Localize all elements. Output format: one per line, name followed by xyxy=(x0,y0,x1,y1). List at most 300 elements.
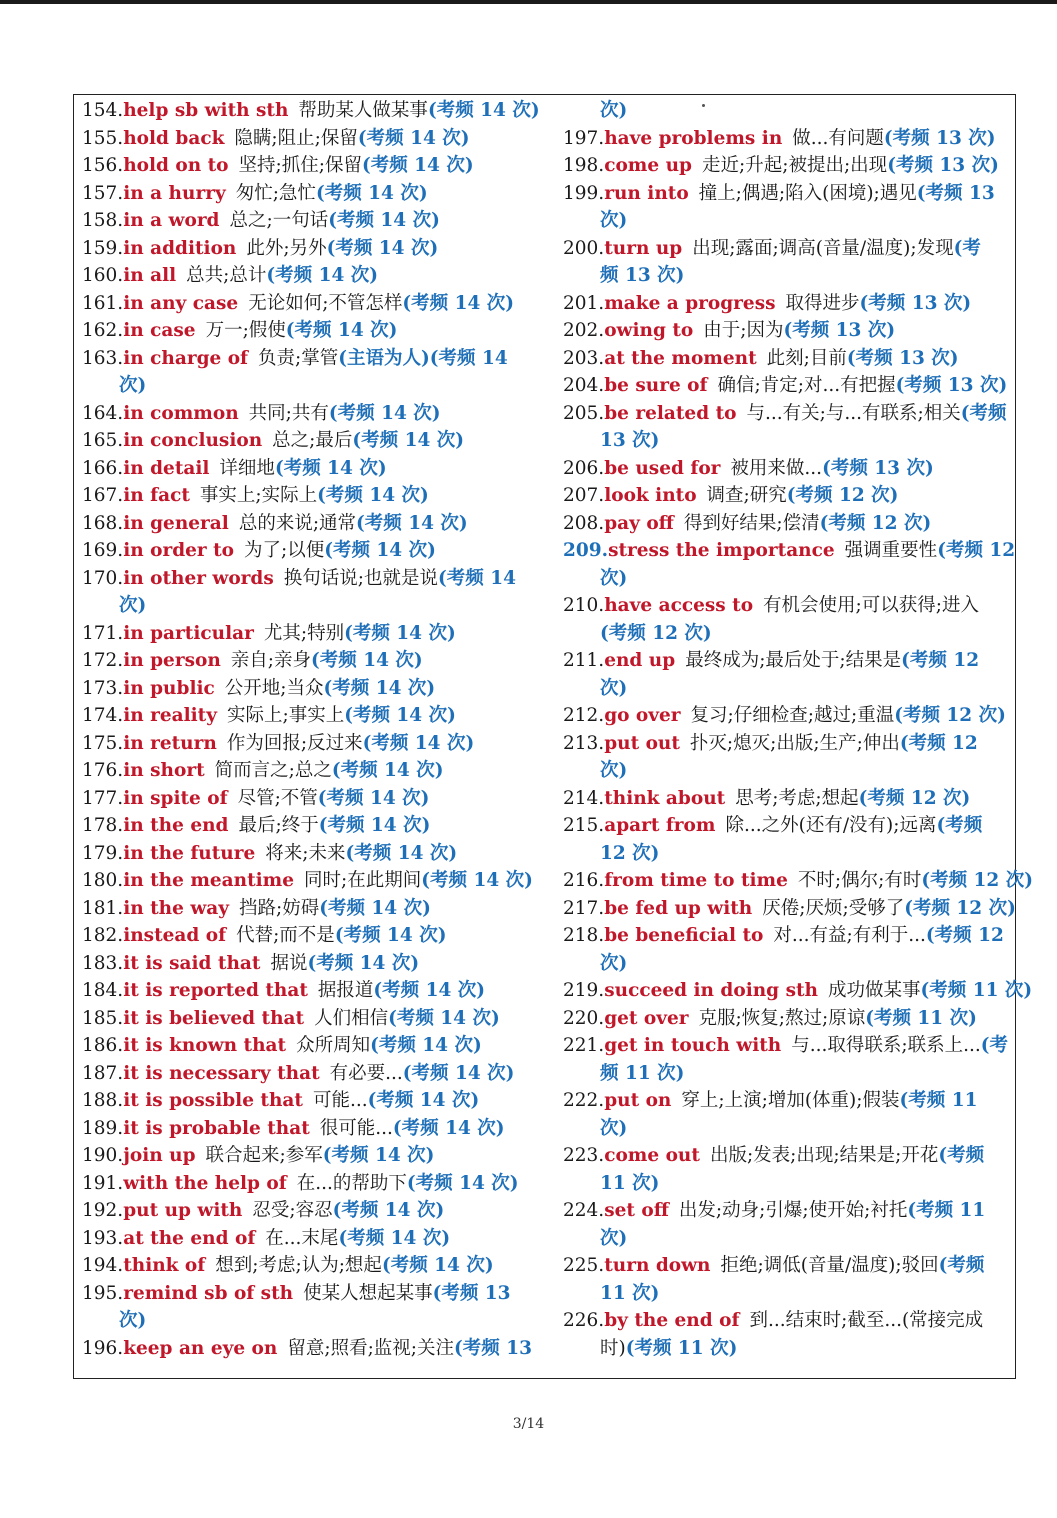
phrase-entry xyxy=(82,1142,532,1170)
phrase-text: be used for xyxy=(604,457,721,479)
meaning-text: 想到;考虑;认为;想起 xyxy=(215,1255,382,1276)
entry-number: 198. xyxy=(563,155,605,176)
entry-number: 175. xyxy=(82,732,124,754)
entry-number: 217. xyxy=(563,897,605,919)
entry-number: 196. xyxy=(82,1337,124,1359)
entry-number: 207. xyxy=(563,485,605,506)
entry-number: 212. xyxy=(563,705,605,726)
meaning-text: 厌倦;厌烦;受够了 xyxy=(762,897,905,919)
entry-continuation xyxy=(563,950,1011,978)
meaning-text: 隐瞒;阻止;保留 xyxy=(234,127,358,149)
frequency-text: (考频 14 次) xyxy=(388,1007,500,1029)
phrase-text: have access to xyxy=(604,595,754,616)
frequency-text: (考频 14 次) xyxy=(307,952,420,974)
phrase-text: in a word xyxy=(123,210,220,231)
phrase-entry xyxy=(82,977,532,1005)
entry-number: 159. xyxy=(82,237,124,259)
frequency-text: (考频 xyxy=(938,1255,985,1276)
phrase-text: in the end xyxy=(123,815,229,836)
phrase-text: in the meantime xyxy=(123,870,295,891)
frequency-text: 次) xyxy=(600,1117,628,1139)
frequency-text: (考频 14 次) xyxy=(322,1145,435,1166)
entry-number: 211. xyxy=(563,650,605,671)
frequency-text: (考频 12 次) xyxy=(819,512,932,534)
frequency-text: (考频 14 次) xyxy=(326,237,439,259)
meaning-text: 总共;总计 xyxy=(186,265,267,286)
frequency-text: (考频 14 次) xyxy=(356,512,468,534)
phrase-text: come out xyxy=(604,1145,700,1166)
meaning-text: 成功做某事 xyxy=(827,980,921,1001)
phrase-text: in fact xyxy=(123,485,190,506)
frequency-text: (考频 14 xyxy=(438,567,516,589)
frequency-text: (考频 11 次) xyxy=(920,980,1033,1001)
phrase-text: it is known that xyxy=(123,1035,287,1056)
frequency-text: (考频 14 次) xyxy=(274,457,387,479)
phrase-text: owing to xyxy=(604,320,694,341)
meaning-text: 确信;肯定;对...有把握 xyxy=(717,375,896,396)
meaning-text: 详细地 xyxy=(219,457,275,479)
phrase-entry xyxy=(563,1252,1011,1280)
entry-number: 203. xyxy=(563,347,605,369)
frequency-text: (考频 xyxy=(960,402,1007,424)
meaning-text: 坚持;抓住;保留 xyxy=(238,155,362,176)
phrase-text: in reality xyxy=(123,705,217,726)
meaning-text: 思考;考虑;想起 xyxy=(735,787,859,809)
entry-number: 161. xyxy=(82,292,124,314)
entry-number: 155. xyxy=(82,127,124,149)
phrase-text: in all xyxy=(123,265,177,286)
meaning-text: 复习;仔细检查;越过;重温 xyxy=(690,705,895,726)
entry-number: 169. xyxy=(82,540,124,561)
entry-continuation xyxy=(563,207,1011,235)
entry-number: 179. xyxy=(82,842,124,864)
entry-continuation xyxy=(563,1115,1011,1143)
phrase-entry xyxy=(563,455,1011,483)
frequency-text: (考频 14 次) xyxy=(381,1255,494,1276)
phrase-text: be related to xyxy=(604,402,737,424)
frequency-text: (考频 14 次) xyxy=(421,870,533,891)
frequency-text: (考频 14 次) xyxy=(323,677,436,699)
entry-number: 202. xyxy=(563,320,605,341)
left-column xyxy=(82,97,540,1362)
frequency-text: (考频 11 次) xyxy=(625,1337,738,1359)
phrase-text: from time to time xyxy=(604,870,788,891)
frequency-text: (考频 14 次) xyxy=(332,1200,445,1221)
phrase-entry xyxy=(563,400,1011,428)
entry-number: 165. xyxy=(82,430,124,451)
frequency-text: (考 xyxy=(980,1035,1009,1056)
meaning-text: 万一;假使 xyxy=(205,320,286,341)
phrase-entry xyxy=(82,510,532,538)
frequency-text: (考 xyxy=(953,237,981,259)
phrase-text: it is believed that xyxy=(123,1007,305,1029)
phrase-text: in detail xyxy=(123,457,210,479)
meaning-text: 与...取得联系;联系上... xyxy=(791,1035,981,1056)
meaning-text: 与...有关;与...有联系;相关 xyxy=(746,402,961,424)
entry-number: 199. xyxy=(563,182,605,204)
frequency-text: 次) xyxy=(600,567,628,589)
phrase-entry xyxy=(82,840,532,868)
frequency-text: (考频 xyxy=(938,1145,985,1166)
frequency-text: 次) xyxy=(600,210,628,231)
entry-number: 221. xyxy=(563,1035,605,1056)
meaning-text: 对...有益;有利于... xyxy=(773,925,926,946)
meaning-text: 有必要... xyxy=(329,1062,403,1084)
entry-continuation xyxy=(563,840,1011,868)
meaning-text: 联合起来;参军 xyxy=(205,1145,323,1166)
meaning-text: 在...末尾 xyxy=(265,1227,339,1249)
phrase-text: in general xyxy=(123,512,229,534)
entry-number: 204. xyxy=(563,375,605,396)
entry-number: 193. xyxy=(82,1227,124,1249)
meaning-text: 扑灭;熄灭;出版;生产;伸出 xyxy=(689,732,900,754)
frequency-text: (考频 14 次) xyxy=(357,127,470,149)
entry-number: 223. xyxy=(563,1145,605,1166)
entry-number: 219. xyxy=(563,980,605,1001)
phrase-text: stress the importance xyxy=(608,540,835,561)
phrase-entry xyxy=(563,785,1011,813)
phrase-text: by the end of xyxy=(604,1310,740,1331)
entry-number: 176. xyxy=(82,760,124,781)
phrase-entry xyxy=(563,1005,1011,1033)
phrase-entry xyxy=(82,317,532,345)
frequency-text: 次) xyxy=(119,1310,147,1331)
phrase-text: think about xyxy=(604,787,726,809)
entry-number: 157. xyxy=(82,182,124,204)
frequency-text: (考频 14 次) xyxy=(319,897,431,919)
frequency-text: 11 次) xyxy=(600,1282,660,1304)
entry-continuation xyxy=(563,1280,1011,1308)
entry-number: 224. xyxy=(563,1200,605,1221)
entry-number: 164. xyxy=(82,402,124,424)
meaning-text: 很可能... xyxy=(319,1117,393,1139)
phrase-text: it is possible that xyxy=(123,1090,303,1111)
meaning-text: 得到好结果;偿清 xyxy=(683,512,820,534)
frequency-text: 次) xyxy=(119,375,147,396)
meaning-text: 做...有问题 xyxy=(792,127,884,149)
frequency-text: (考频 14 次) xyxy=(345,842,458,864)
frequency-text: 次) xyxy=(119,595,147,616)
meaning-continuation: 时) xyxy=(600,1337,626,1359)
meaning-text: 使某人想起某事 xyxy=(303,1282,433,1304)
entry-continuation xyxy=(563,1335,1011,1363)
meaning-text: 出现;露面;调高(音量/温度);发现 xyxy=(692,237,954,259)
phrase-entry xyxy=(82,1115,532,1143)
frequency-text: (考频 13 次) xyxy=(783,320,896,341)
phrase-entry xyxy=(82,207,532,235)
phrase-text: in other words xyxy=(123,567,274,589)
phrase-text: get in touch with xyxy=(604,1035,782,1056)
meaning-text: 作为回报;反过来 xyxy=(226,732,363,754)
phrase-entry xyxy=(82,290,532,318)
phrase-text: make a progress xyxy=(604,292,776,314)
entry-number: 177. xyxy=(82,787,124,809)
phrase-text: in the way xyxy=(123,897,229,919)
frequency-text: (考频 12 xyxy=(899,732,978,754)
phrase-text: be beneficial to xyxy=(604,925,764,946)
frequency-text: (考频 11 xyxy=(899,1090,978,1111)
entry-continuation xyxy=(563,620,1011,648)
meaning-text: 据报道 xyxy=(317,980,374,1001)
phrase-text: come up xyxy=(604,155,692,176)
phrase-entry xyxy=(82,235,532,263)
phrase-entry xyxy=(82,730,532,758)
entry-number: 182. xyxy=(82,925,124,946)
entry-number: 220. xyxy=(563,1007,605,1029)
phrase-text: succeed in doing sth xyxy=(604,980,818,1001)
frequency-text: (考频 14 次) xyxy=(427,100,540,121)
frequency-text: (考频 13 次) xyxy=(859,292,972,314)
frequency-text: (考频 14 次) xyxy=(370,1035,482,1056)
entry-continuation xyxy=(82,1307,532,1335)
frequency-text: (考频 14 次) xyxy=(324,540,436,561)
entry-number: 185. xyxy=(82,1007,124,1029)
entry-number: 187. xyxy=(82,1062,124,1084)
entry-number: 186. xyxy=(82,1035,124,1056)
phrase-entry xyxy=(82,1252,532,1280)
phrase-entry xyxy=(82,922,532,950)
meaning-text: 拒绝;调低(音量/温度);驳回 xyxy=(720,1255,939,1276)
frequency-text: (考频 11 xyxy=(907,1200,986,1221)
phrase-text: turn up xyxy=(604,237,683,259)
frequency-text: (考频 14 次) xyxy=(402,292,515,314)
phrase-text: have problems in xyxy=(604,127,783,149)
entry-number: 192. xyxy=(82,1200,124,1221)
entry-number: 225. xyxy=(563,1255,605,1276)
frequency-text: 频 11 次) xyxy=(600,1062,685,1084)
phrase-text: in conclusion xyxy=(123,430,263,451)
phrase-text: look into xyxy=(604,485,697,506)
phrase-text: be fed up with xyxy=(604,897,753,919)
meaning-text: 据说 xyxy=(270,952,308,974)
phrase-text: run into xyxy=(604,182,689,204)
phrase-entry xyxy=(563,922,1011,950)
entry-continuation xyxy=(563,262,1011,290)
frequency-text: (考频 14 次) xyxy=(373,980,486,1001)
meaning-text: 在...的帮助下 xyxy=(296,1172,407,1194)
entry-number: 166. xyxy=(82,457,124,479)
phrase-text: go over xyxy=(604,705,681,726)
entry-number: 214. xyxy=(563,787,605,809)
entry-number: 213. xyxy=(563,732,605,754)
phrase-entry xyxy=(82,757,532,785)
phrase-entry xyxy=(82,950,532,978)
phrase-text: in public xyxy=(123,677,215,699)
frequency-text: (主语为人)(考频 14 xyxy=(338,347,508,369)
frequency-text: (考频 14 次) xyxy=(352,430,465,451)
phrase-text: with the help of xyxy=(123,1172,287,1194)
phrase-entry xyxy=(82,482,532,510)
phrase-entry xyxy=(82,180,532,208)
phrase-text: set off xyxy=(604,1200,669,1221)
entry-continuation xyxy=(563,1225,1011,1253)
entry-number: 180. xyxy=(82,870,124,891)
frequency-text: (考频 14 次) xyxy=(361,155,474,176)
frequency-text: 次) xyxy=(600,1227,628,1249)
phrase-entry xyxy=(82,1197,532,1225)
phrase-text: in charge of xyxy=(123,347,249,369)
entry-continuation xyxy=(563,97,1011,125)
meaning-text: 众所周知 xyxy=(296,1035,371,1056)
entry-number: 190. xyxy=(82,1145,124,1166)
entry-number: 215. xyxy=(563,815,605,836)
frequency-text: 次) xyxy=(600,760,628,781)
meaning-text: 出版;发表;出现;结果是;开花 xyxy=(709,1145,939,1166)
entry-number: 173. xyxy=(82,677,124,699)
entry-number: 210. xyxy=(563,595,605,616)
phrase-entry xyxy=(82,537,532,565)
frequency-text: (考频 13 次) xyxy=(887,155,999,176)
phrase-entry xyxy=(82,125,532,153)
entry-number: 178. xyxy=(82,815,124,836)
phrase-text: put up with xyxy=(123,1200,243,1221)
meaning-text: 留意;照看;监视;关注 xyxy=(287,1337,455,1359)
phrase-text: turn down xyxy=(604,1255,711,1276)
frequency-text: (考频 12 次) xyxy=(786,485,899,506)
meaning-text: 忍受;容忍 xyxy=(252,1200,333,1221)
frequency-text: (考频 11 次) xyxy=(865,1007,977,1029)
meaning-text: 此外;另外 xyxy=(246,237,327,259)
phrase-entry xyxy=(82,785,532,813)
entry-number: 171. xyxy=(82,622,124,644)
meaning-text: 克服;恢复;熬过;原谅 xyxy=(698,1007,866,1029)
phrase-text: help sb with sth xyxy=(123,100,289,121)
phrase-text: it is reported that xyxy=(123,980,308,1001)
entry-number: 188. xyxy=(82,1090,124,1111)
phrase-text: in particular xyxy=(123,622,254,644)
frequency-text: 12 次) xyxy=(600,842,660,864)
phrase-entry xyxy=(563,1142,1011,1170)
entry-number: 158. xyxy=(82,210,124,231)
meaning-text: 调查;研究 xyxy=(706,485,787,506)
frequency-text: 次) xyxy=(600,677,628,699)
phrase-text: put on xyxy=(604,1090,672,1111)
entry-number: 206. xyxy=(563,457,605,479)
entry-continuation xyxy=(563,675,1011,703)
meaning-text: 事实上;实际上 xyxy=(199,485,318,506)
entry-number: 162. xyxy=(82,320,124,341)
meaning-text: 挡路;妨碍 xyxy=(239,897,320,919)
phrase-entry xyxy=(563,235,1011,263)
phrase-text: get over xyxy=(604,1007,689,1029)
phrase-entry xyxy=(563,812,1011,840)
phrase-text: put out xyxy=(604,732,680,754)
frequency-text: (考频 12 次) xyxy=(600,622,712,644)
phrase-entry xyxy=(82,675,532,703)
phrase-text: in common xyxy=(123,402,239,424)
phrase-entry xyxy=(563,1307,1011,1335)
phrase-entry xyxy=(563,1197,1011,1225)
phrase-text: in any case xyxy=(123,292,239,314)
right-column xyxy=(563,97,1033,1362)
phrase-entry xyxy=(82,455,532,483)
phrase-text: instead of xyxy=(123,925,227,946)
meaning-text: 无论如何;不管怎样 xyxy=(248,292,403,314)
entry-number: 194. xyxy=(82,1255,124,1276)
phrase-entry xyxy=(563,317,1011,345)
phrase-entry xyxy=(82,1280,532,1308)
entry-number: 160. xyxy=(82,265,124,286)
frequency-text: (考频 14 次) xyxy=(406,1172,519,1194)
frequency-text: (考频 xyxy=(936,815,983,836)
frequency-text: (考频 13 xyxy=(916,182,995,204)
phrase-text: keep an eye on xyxy=(123,1337,278,1359)
entry-number: 208. xyxy=(563,512,605,534)
phrase-entry xyxy=(563,180,1011,208)
phrase-entry xyxy=(82,1032,532,1060)
meaning-text: 人们相信 xyxy=(314,1007,389,1029)
phrase-text: pay off xyxy=(604,512,674,534)
phrase-entry xyxy=(563,1087,1011,1115)
phrase-text: it is necessary that xyxy=(123,1062,320,1084)
frequency-text: (考频 14 次) xyxy=(392,1117,505,1139)
entry-number: 216. xyxy=(563,870,605,891)
entry-number: 222. xyxy=(563,1090,605,1111)
frequency-text: (考频 13 次) xyxy=(895,375,1008,396)
meaning-text: 总的来说;通常 xyxy=(238,512,357,534)
meaning-text: 简而言之;总之 xyxy=(214,760,332,781)
entry-number: 167. xyxy=(82,485,124,506)
phrase-entry xyxy=(82,1335,532,1363)
frequency-text: 13 次) xyxy=(600,430,660,451)
entry-number: 226. xyxy=(563,1310,605,1331)
phrase-text: hold back xyxy=(123,127,225,149)
frequency-text: (考频 14 次) xyxy=(344,705,456,726)
frequency-text: 次) xyxy=(600,952,628,974)
frequency-text: (考频 13 次) xyxy=(822,457,934,479)
phrase-text: end up xyxy=(604,650,676,671)
entry-number: 172. xyxy=(82,650,124,671)
meaning-text: 不时;偶尔;有时 xyxy=(797,870,922,891)
meaning-text: 走近;升起;被提出;出现 xyxy=(701,155,888,176)
frequency-text: (考频 12 xyxy=(925,925,1004,946)
entry-number: 189. xyxy=(82,1117,124,1139)
meaning-text: 匆忙;急忙 xyxy=(235,182,316,204)
entry-number: 156. xyxy=(82,155,124,176)
phrase-entry xyxy=(82,1225,532,1253)
phrase-text: remind sb of sth xyxy=(123,1282,294,1304)
frequency-text: (考频 14 次) xyxy=(285,320,398,341)
phrase-text: it is probable that xyxy=(123,1117,310,1139)
phrase-text: it is said that xyxy=(123,952,261,974)
frequency-text: (考频 13 次) xyxy=(846,347,959,369)
meaning-text: 换句话说;也就是说 xyxy=(283,567,439,589)
meaning-text: 到...结束时;截至...(常接完成 xyxy=(749,1310,984,1331)
meaning-text: 总之;最后 xyxy=(272,430,353,451)
frequency-text: 次) xyxy=(600,100,628,121)
frequency-text: (考频 12 xyxy=(901,650,980,671)
phrase-entry xyxy=(82,427,532,455)
phrase-entry xyxy=(82,620,532,648)
meaning-text: 最终成为;最后处于;结果是 xyxy=(685,650,902,671)
phrase-entry xyxy=(563,372,1011,400)
frequency-text: (考频 12 次) xyxy=(921,870,1033,891)
phrase-entry xyxy=(563,977,1033,1005)
phrase-entry xyxy=(563,125,1011,153)
phrase-entry xyxy=(82,1087,532,1115)
phrase-entry xyxy=(82,895,532,923)
entry-continuation xyxy=(563,565,1011,593)
meaning-text: 实际上;事实上 xyxy=(226,705,345,726)
phrase-text: in person xyxy=(123,650,221,671)
meaning-text: 撞上;偶遇;陷入(困境);遇见 xyxy=(698,182,917,204)
entry-number: 195. xyxy=(82,1282,124,1304)
phrase-entry xyxy=(82,647,532,675)
phrase-entry xyxy=(563,895,1016,923)
meaning-text: 出发;动身;引爆;使开始;衬托 xyxy=(678,1200,908,1221)
phrase-text: in case xyxy=(123,320,196,341)
frequency-text: (考频 13 xyxy=(454,1337,532,1359)
